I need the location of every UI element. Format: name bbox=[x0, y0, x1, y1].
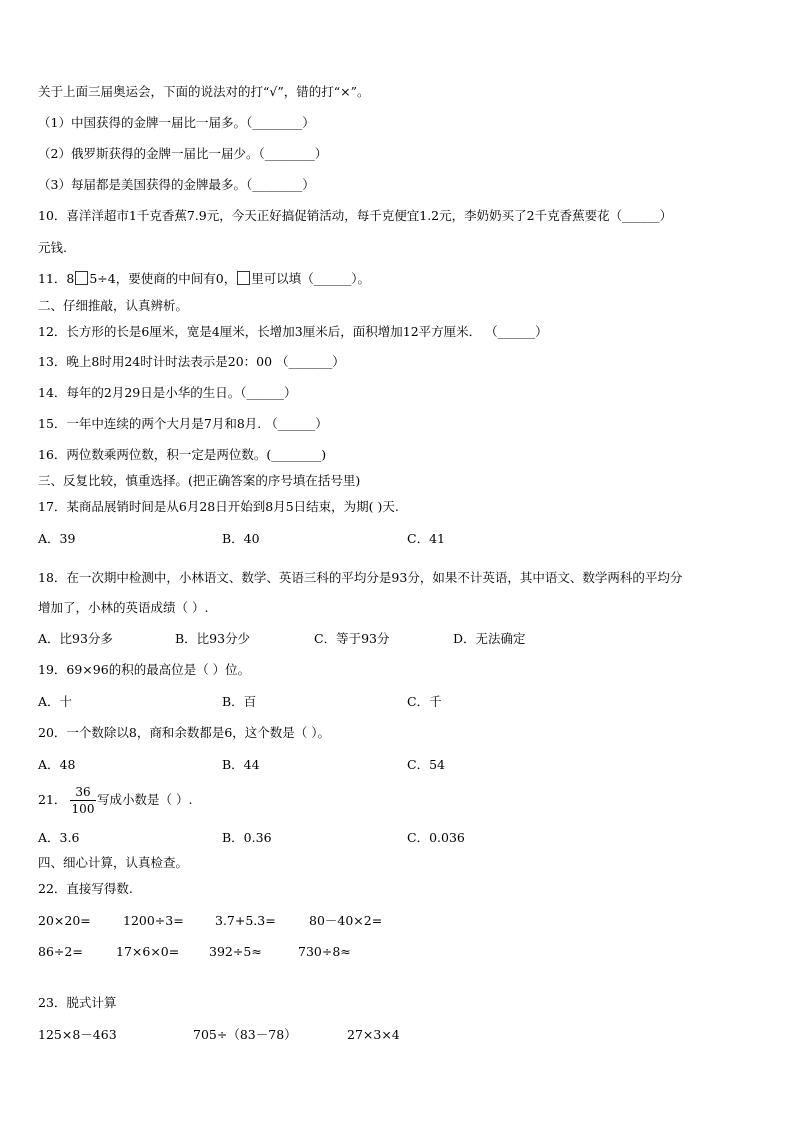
q18-option-a: A．比93分多 bbox=[38, 631, 113, 646]
q22-title: 22．直接写得数. bbox=[38, 881, 133, 896]
q19-option-c: C．千 bbox=[407, 694, 442, 709]
q10-line-1: 10．喜洋洋超市1千克香蕉7.9元，今天正好搞促销活动，每千克便宜1.2元，李奶奶买了2千克香蕉要花（______） bbox=[38, 208, 673, 223]
q13: 13．晚上8时用24时计时法表示是20：00 （_______） bbox=[38, 354, 345, 369]
fraction-numerator: 36 bbox=[75, 785, 91, 799]
q11-part-a: 11．8 bbox=[38, 271, 75, 286]
q23-title: 23．脱式计算 bbox=[38, 995, 117, 1010]
q22-item: 20×20= bbox=[38, 913, 91, 928]
q9-statement-1: （1）中国获得的金牌一届比一届多。（________） bbox=[38, 115, 315, 130]
q22-item: 3.7+5.3= bbox=[215, 913, 276, 928]
q17-stem: 17．某商品展销时间是从6月28日开始到8月5日结束，为期( )天. bbox=[38, 499, 399, 514]
q20-stem: 20．一个数除以8，商和余数都是6，这个数是（ ）。 bbox=[38, 725, 331, 740]
blank-box-icon bbox=[75, 271, 88, 285]
q11-part-b: 5÷4，要使商的中间有0， bbox=[89, 271, 237, 286]
q21-number: 21． bbox=[38, 792, 67, 807]
q21-option-a: A．3.6 bbox=[38, 830, 80, 845]
q18-option-d: D．无法确定 bbox=[453, 631, 526, 646]
fraction-denominator: 100 bbox=[71, 802, 95, 816]
q18-option-b: B．比93分少 bbox=[175, 631, 251, 646]
section-4-heading: 四、细心计算，认真检查。 bbox=[38, 855, 189, 870]
instruction-line: 关于上面三届奥运会，下面的说法对的打“√”，错的打“×”。 bbox=[38, 84, 370, 99]
q22-item: 80－40×2= bbox=[309, 913, 383, 928]
q21-option-c: C．0.036 bbox=[407, 830, 465, 845]
q11 bbox=[38, 271, 370, 287]
q19-option-a: A．十 bbox=[38, 694, 73, 709]
q21-stem-rest: 写成小数是（ ）. bbox=[97, 792, 193, 807]
blank-box-icon bbox=[237, 271, 250, 285]
q19-stem: 19．69×96的积的最高位是（ ）位。 bbox=[38, 662, 251, 677]
q14: 14．每年的2月29日是小华的生日。（______） bbox=[38, 385, 297, 400]
q20-option-b: B．44 bbox=[222, 757, 260, 772]
q18-line-2: 增加了，小林的英语成绩（ ）. bbox=[38, 600, 209, 615]
q9-statement-3: （3）每届都是美国获得的金牌最多。（________） bbox=[38, 177, 315, 192]
q20-option-c: C．54 bbox=[407, 757, 445, 772]
q18-line-1: 18．在一次期中检测中，小林语文、数学、英语三科的平均分是93分，如果不计英语，其中语文、数学两科的平均分 bbox=[38, 570, 683, 585]
q17-option-c: C．41 bbox=[407, 531, 445, 546]
q23-item: 27×3×4 bbox=[347, 1027, 400, 1042]
q19-option-b: B．百 bbox=[222, 694, 257, 709]
fraction-bar bbox=[70, 800, 96, 801]
q15: 15．一年中连续的两个大月是7月和8月. （______） bbox=[38, 416, 328, 431]
q22-item: 730÷8≈ bbox=[298, 944, 351, 959]
q22-item: 392÷5≈ bbox=[209, 944, 262, 959]
q23-item: 125×8－463 bbox=[38, 1027, 117, 1042]
q20-option-a: A．48 bbox=[38, 757, 76, 772]
q17-option-a: A．39 bbox=[38, 531, 76, 546]
q11-part-c: 里可以填（______）。 bbox=[251, 271, 370, 286]
q21-option-b: B．0.36 bbox=[222, 830, 272, 845]
q22-item: 1200÷3= bbox=[123, 913, 184, 928]
q22-item: 86÷2= bbox=[38, 944, 83, 959]
section-2-heading: 二、仔细推敲，认真辨析。 bbox=[38, 298, 189, 313]
q18-option-c: C．等于93分 bbox=[314, 631, 390, 646]
q17-option-b: B．40 bbox=[222, 531, 260, 546]
q12: 12．长方形的长是6厘米，宽是4厘米，长增加3厘米后，面积增加12平方厘米． （______） bbox=[38, 324, 548, 339]
q21-fraction bbox=[70, 785, 96, 816]
q23-item: 705÷（83－78） bbox=[193, 1027, 297, 1042]
q9-statement-2: （2）俄罗斯获得的金牌一届比一届少。（________） bbox=[38, 146, 328, 161]
q10-line-2: 元钱. bbox=[38, 240, 67, 255]
q22-item: 17×6×0= bbox=[116, 944, 180, 959]
section-3-heading: 三、反复比较，慎重选择。(把正确答案的序号填在括号里) bbox=[38, 473, 361, 488]
q16: 16．两位数乘两位数，积一定是两位数。(________) bbox=[38, 447, 327, 462]
